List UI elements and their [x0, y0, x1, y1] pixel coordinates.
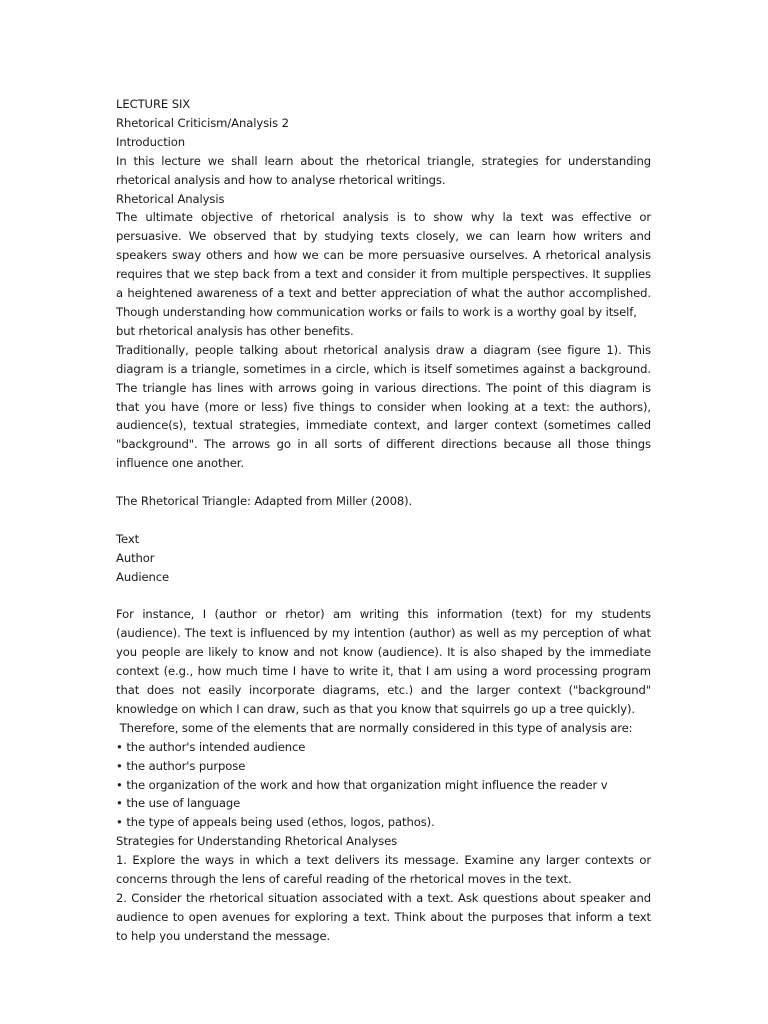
objective-paragraph: The ultimate objective of rhetorical analysis is to show why la text was effective or persuasive. We observed that by studying texts closely, we can learn how writers and speakers sway others and how we can be more persuasive ourselves. A rhetorical analysis requires that we step back from a text and consider it from multiple perspectives. It supplies a heightened awareness of a text and better appreciation of what the author accomplished. Though understanding how communication works or fails to work is a worthy goal by itself,: [116, 210, 651, 319]
example-paragraph: For instance, I (author or rhetor) am writing this information (text) for my students (audience). The text is influenced by my intention (author) as well as my perception of what you people are likely to know and not know (audience). It is also shaped by the immediate context (e.g., how much time I have to write it, that I am using a word processing program that does not easily incorporate diagrams, etc.) and the larger context ("background" knowledge on which I can draw, such as that you know that squirrels go up a tree quickly).: [116, 607, 651, 716]
introduction-heading: Introduction: [116, 134, 186, 149]
introduction-paragraph: In this lecture we shall learn about the rhetorical triangle, strategies for understanding rhetorical analysis and how to analyse rhetorical writings.: [116, 153, 651, 187]
diagram-paragraph: Traditionally, people talking about rhetorical analysis draw a diagram (see figure 1). This diagram is a triangle, sometimes in a circle, which is itself sometimes against a background. The triangle has lines with arrows going in various directions. The point of this diagram is that you have (more or less) five things to consider when looking at a text: the authors), audience(s), textual strategies, immediate context, and larger context (sometimes called "background". The arrows go in all sorts of different directions because all those things influence one another.: [116, 342, 651, 471]
bullet-item: • the author's intended audience: [116, 739, 306, 754]
therefore-line: Therefore, some of the elements that are normally considered in this type of analysis are:: [116, 720, 633, 735]
triangle-caption: The Rhetorical Triangle: Adapted from Miller (2008).: [116, 494, 413, 509]
spacer: [116, 511, 651, 530]
triangle-item-author: Author: [116, 550, 155, 565]
rhetorical-analysis-heading: Rhetorical Analysis: [116, 191, 225, 206]
bullet-item: • the organization of the work and how that organization might influence the reader v: [116, 777, 608, 792]
triangle-item-text: Text: [116, 531, 140, 546]
bullet-item: • the author's purpose: [116, 758, 246, 773]
lecture-heading: LECTURE SIX: [116, 97, 191, 111]
benefits-line: but rhetorical analysis has other benefits.: [116, 323, 354, 338]
strategy-item: 2. Consider the rhetorical situation associated with a text. Ask questions about speaker and audience to open avenues for exploring a text. Think about the purposes that inform a text to help you understand the message.: [116, 891, 651, 943]
bullet-item: • the type of appeals being used (ethos, logos, pathos).: [116, 815, 435, 830]
triangle-item-audience: Audience: [116, 569, 170, 584]
strategy-item: 1. Explore the ways in which a text delivers its message. Examine any larger contexts or concerns through the lens of careful reading of the rhetorical moves in the text.: [116, 853, 651, 887]
course-title: Rhetorical Criticism/Analysis 2: [116, 115, 289, 130]
spacer: [116, 587, 651, 606]
document-page: [116, 95, 651, 946]
strategies-heading: Strategies for Understanding Rhetorical Analyses: [116, 834, 398, 849]
spacer: [116, 473, 651, 492]
bullet-item: • the use of language: [116, 796, 241, 811]
